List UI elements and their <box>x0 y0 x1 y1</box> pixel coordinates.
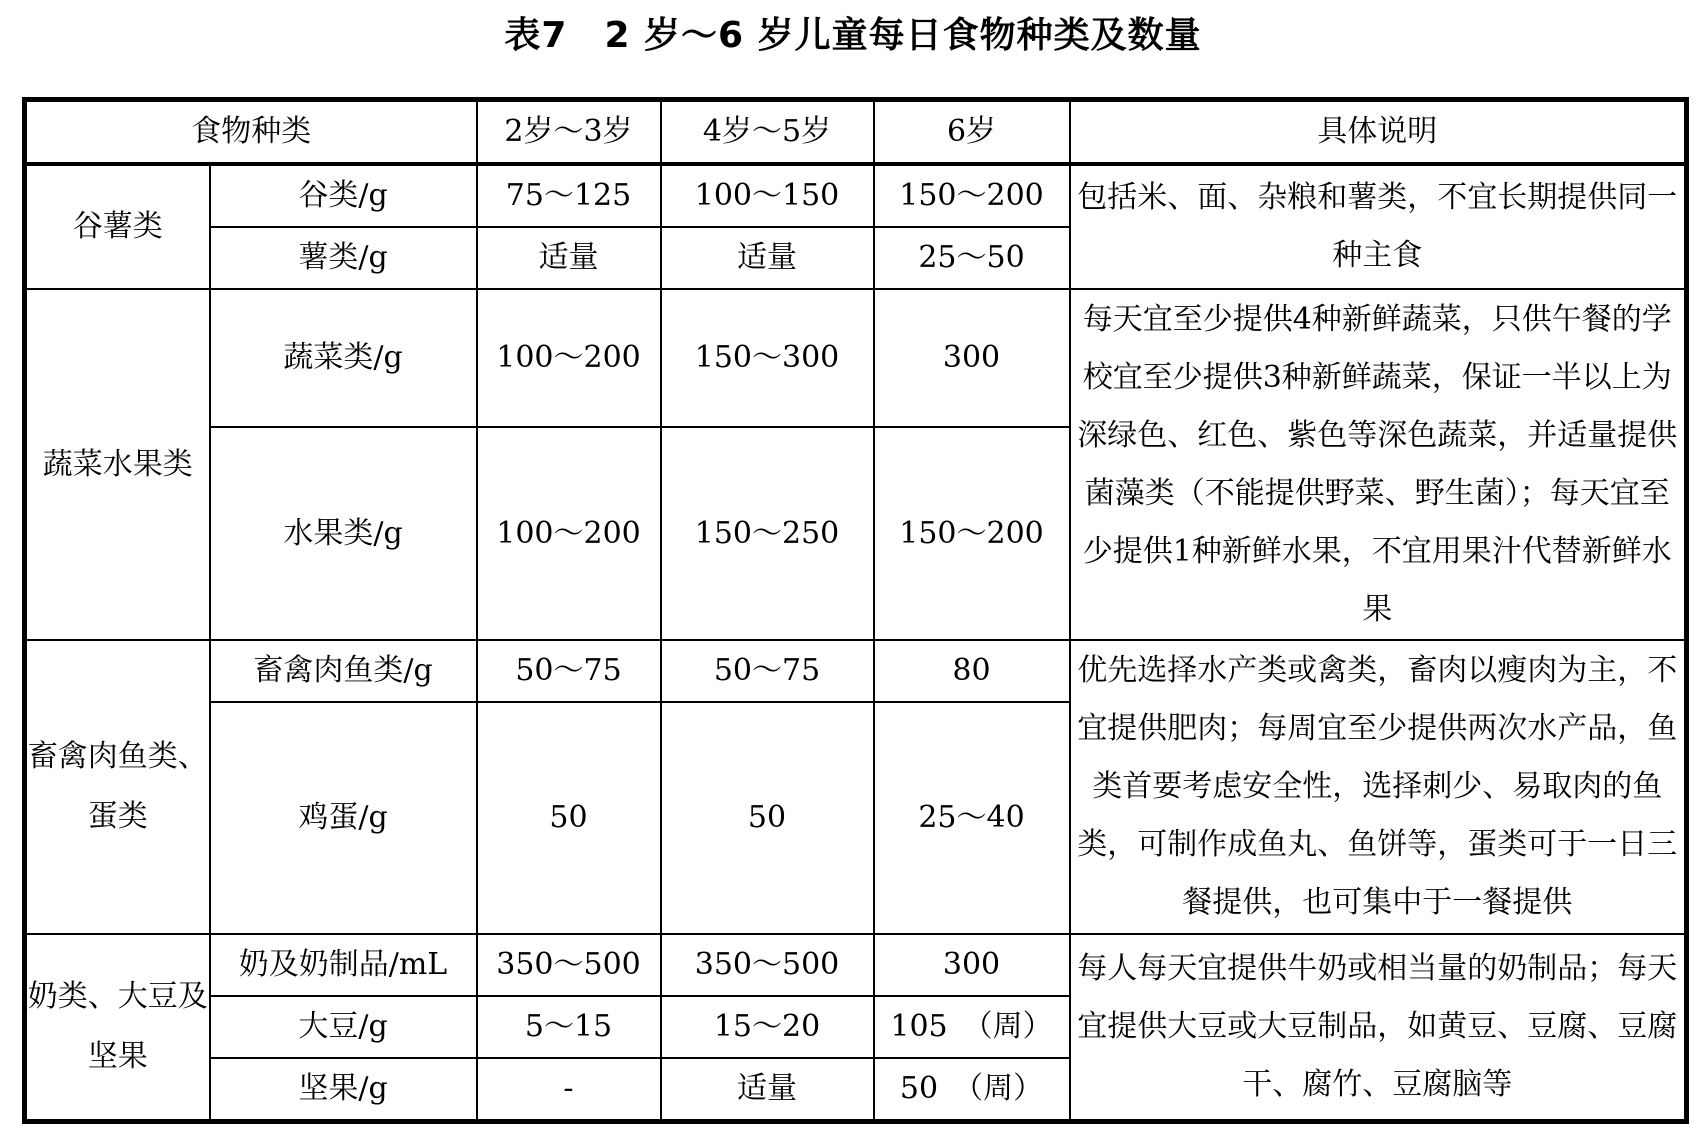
group-note: 每天宜至少提供4种新鲜蔬菜，只供午餐的学校宜至少提供3种新鲜蔬菜，保证一半以上为深绿色、红色、紫色等深色蔬菜，并适量提供菌藻类（不能提供野菜、野生菌）；每天宜至少提供1种新鲜水果，不宜用果汁代替新鲜水果 <box>1070 289 1687 640</box>
amount-age-6: 50 （周） <box>874 1058 1070 1122</box>
group-name: 畜禽肉鱼类、蛋类 <box>25 640 210 934</box>
table-row <box>25 934 1687 996</box>
food-name: 坚果/g <box>210 1058 477 1122</box>
group-name: 蔬菜水果类 <box>25 289 210 640</box>
amount-age-6: 300 <box>874 289 1070 427</box>
amount-age-6: 150～200 <box>874 164 1070 227</box>
food-name: 薯类/g <box>210 227 477 289</box>
group-name: 谷薯类 <box>25 164 210 289</box>
table-title: 表7 2 岁～6 岁儿童每日食物种类及数量 <box>504 15 1202 56</box>
group-note: 优先选择水产类或禽类，畜肉以瘦肉为主，不宜提供肥肉；每周宜至少提供两次水产品，鱼类首要考虑安全性，选择刺少、易取肉的鱼类，可制作成鱼丸、鱼饼等，蛋类可于一日三餐提供，也可集中于一餐提供 <box>1070 640 1687 934</box>
amount-age-4-5: 50 <box>661 702 874 934</box>
amount-age-2-3: 100～200 <box>477 289 661 427</box>
header-age-4-5: 4岁～5岁 <box>661 100 874 165</box>
amount-age-4-5: 15～20 <box>661 996 874 1058</box>
amount-age-4-5: 100～150 <box>661 164 874 227</box>
amount-age-6: 25～40 <box>874 702 1070 934</box>
header-row <box>25 100 1687 165</box>
table-row <box>25 164 1687 227</box>
header-category: 食物种类 <box>25 100 477 165</box>
group-note: 每人每天宜提供牛奶或相当量的奶制品；每天宜提供大豆或大豆制品，如黄豆、豆腐、豆腐干、腐竹、豆腐脑等 <box>1070 934 1687 1122</box>
table-row <box>25 289 1687 427</box>
amount-age-2-3: 适量 <box>477 227 661 289</box>
food-name: 大豆/g <box>210 996 477 1058</box>
amount-age-2-3: 50～75 <box>477 640 661 702</box>
amount-age-4-5: 350～500 <box>661 934 874 996</box>
amount-age-4-5: 150～250 <box>661 427 874 640</box>
amount-age-4-5: 适量 <box>661 227 874 289</box>
amount-age-2-3: - <box>477 1058 661 1122</box>
amount-age-2-3: 5～15 <box>477 996 661 1058</box>
amount-age-4-5: 50～75 <box>661 640 874 702</box>
amount-age-2-3: 50 <box>477 702 661 934</box>
amount-age-2-3: 100～200 <box>477 427 661 640</box>
food-name: 水果类/g <box>210 427 477 640</box>
amount-age-6: 150～200 <box>874 427 1070 640</box>
food-name: 畜禽肉鱼类/g <box>210 640 477 702</box>
amount-age-6: 25～50 <box>874 227 1070 289</box>
amount-age-6: 300 <box>874 934 1070 996</box>
food-table <box>22 97 1689 1124</box>
group-name: 奶类、大豆及坚果 <box>25 934 210 1122</box>
group-note: 包括米、面、杂粮和薯类，不宜长期提供同一种主食 <box>1070 164 1687 289</box>
header-age-6: 6岁 <box>874 100 1070 165</box>
amount-age-4-5: 适量 <box>661 1058 874 1122</box>
amount-age-2-3: 75～125 <box>477 164 661 227</box>
header-note: 具体说明 <box>1070 100 1687 165</box>
amount-age-6: 105 （周） <box>874 996 1070 1058</box>
amount-age-2-3: 350～500 <box>477 934 661 996</box>
header-age-2-3: 2岁～3岁 <box>477 100 661 165</box>
food-name: 蔬菜类/g <box>210 289 477 427</box>
food-name: 谷类/g <box>210 164 477 227</box>
food-name: 鸡蛋/g <box>210 702 477 934</box>
food-name: 奶及奶制品/mL <box>210 934 477 996</box>
table-row <box>25 640 1687 702</box>
amount-age-4-5: 150～300 <box>661 289 874 427</box>
amount-age-6: 80 <box>874 640 1070 702</box>
